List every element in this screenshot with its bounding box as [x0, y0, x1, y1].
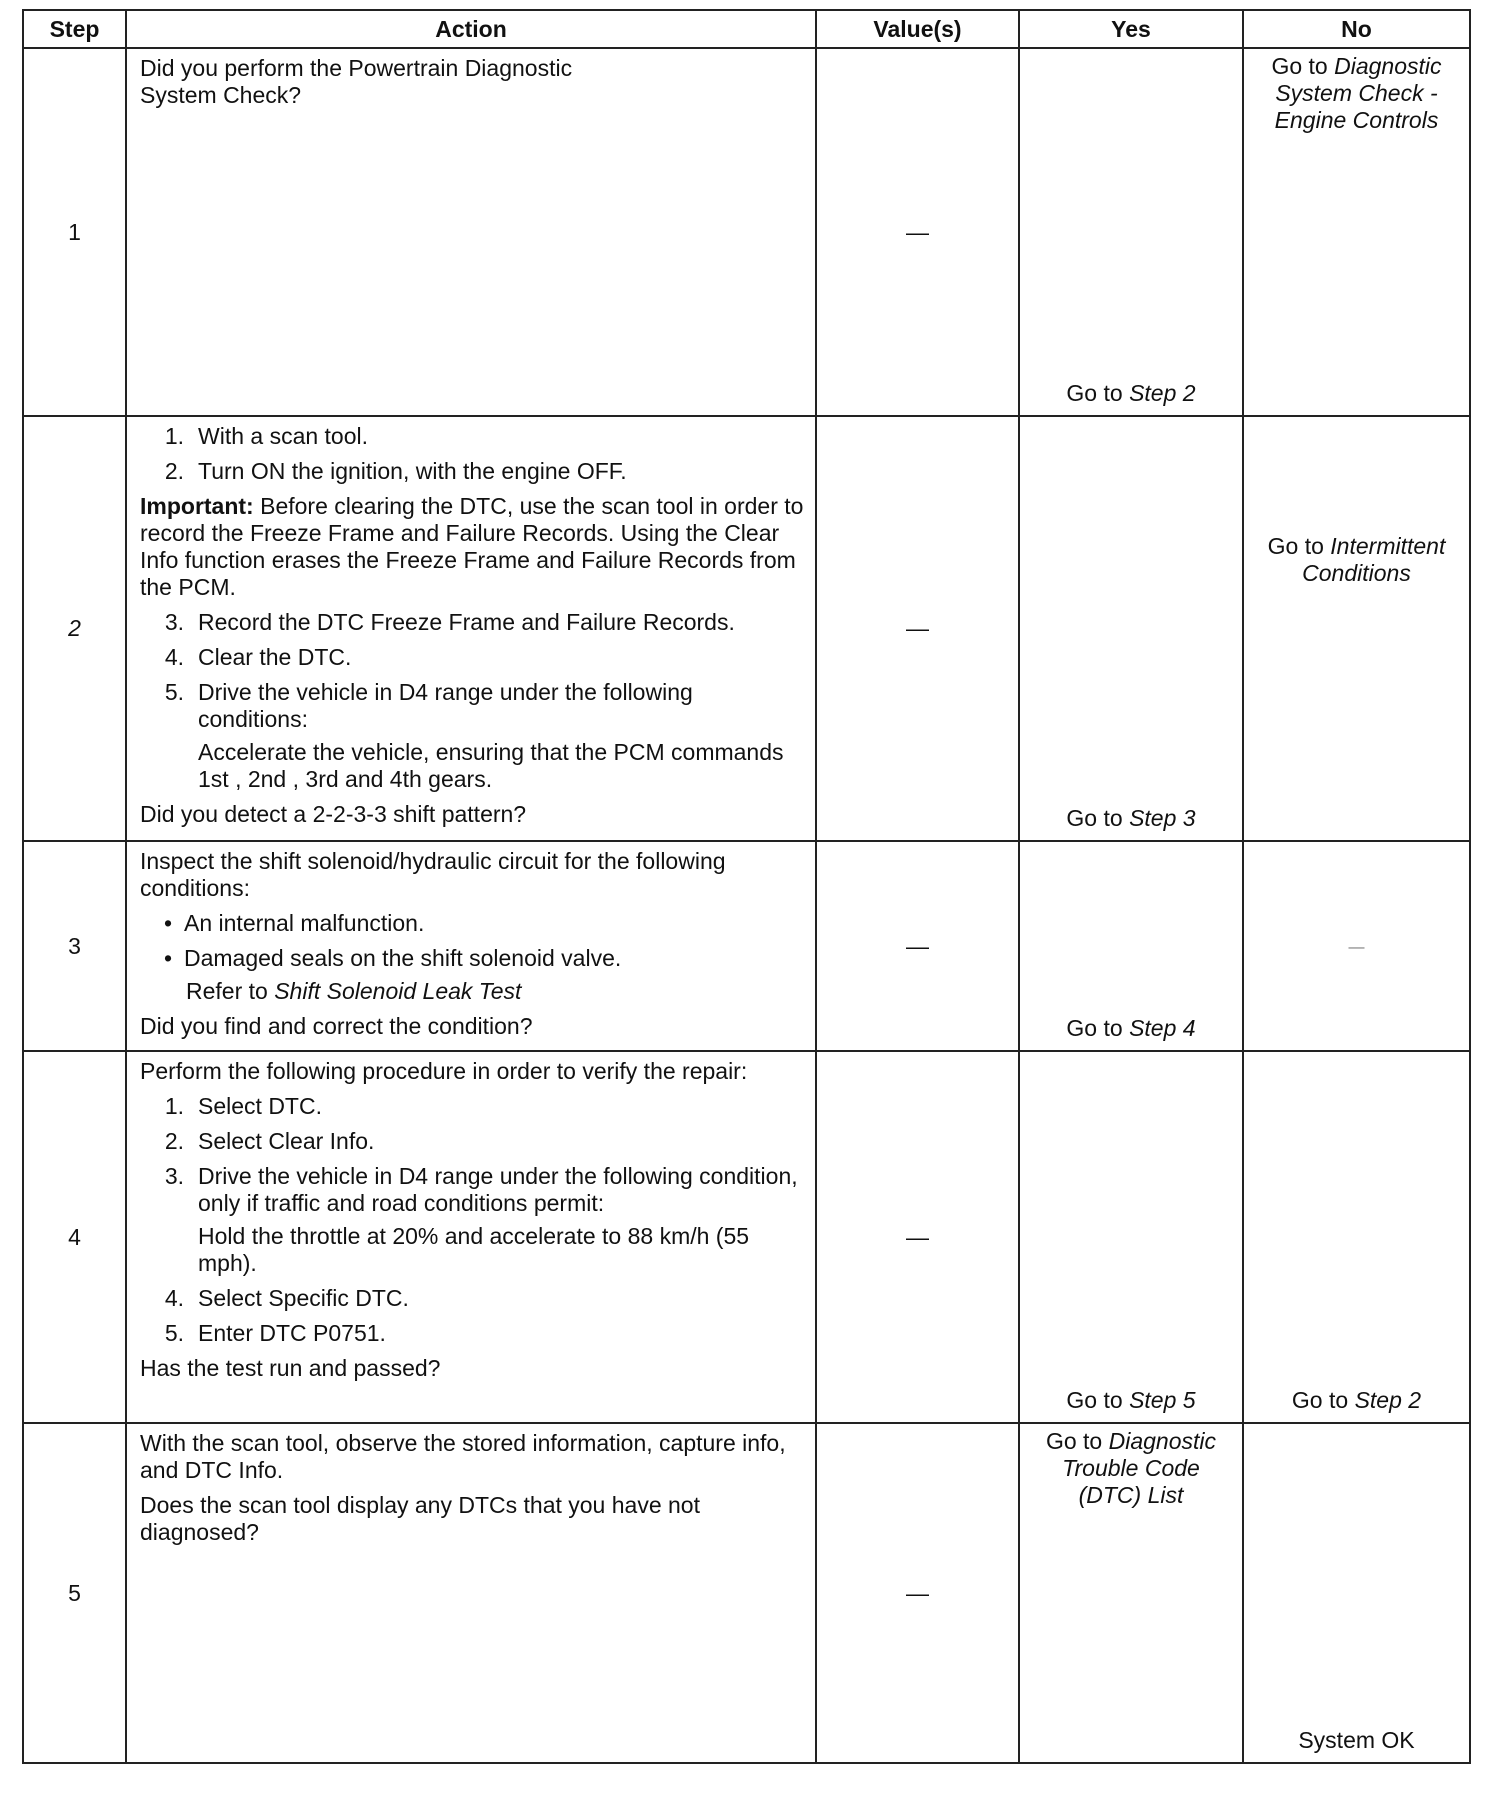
action-question: Has the test run and passed? — [140, 1355, 441, 1381]
action-question: Does the scan tool display any DTCs that you have not diagnosed? — [140, 1492, 700, 1545]
action-cell — [126, 841, 816, 1051]
list-item: 1. Select DTC. — [164, 1093, 322, 1119]
list-item: • An internal malfunction. — [163, 910, 425, 936]
action-cell — [126, 416, 816, 841]
list-item-detail: Hold the throttle at 20% and accelerate to 88 km/h (55 mph). — [198, 1223, 750, 1276]
header-step: Step — [23, 10, 126, 48]
yes-cell — [1019, 416, 1243, 841]
no-cell — [1243, 1423, 1470, 1763]
no-value-dash: — — [1348, 939, 1365, 956]
value-cell — [816, 1423, 1019, 1763]
yes-link[interactable]: Go to Step 3 — [1066, 805, 1196, 831]
yes-link[interactable]: Go to Step 2 — [1066, 380, 1196, 406]
important-note: Important: Before clearing the DTC, use the scan tool in order to record the Freeze Frame and Failure Records. Using the Clear Info function erases the Freeze Frame and Failure Records from the PCM. — [140, 493, 804, 600]
yes-cell — [1019, 1423, 1243, 1763]
table-row-step-4 — [23, 1051, 1470, 1423]
value-cell — [816, 416, 1019, 841]
value-cell — [816, 841, 1019, 1051]
action-question: Did you perform the Powertrain Diagnostic System Check? — [140, 55, 573, 108]
header-values: Value(s) — [816, 10, 1019, 48]
header-row — [23, 10, 1470, 48]
yes-link[interactable]: Go to Step 4 — [1066, 1015, 1196, 1041]
list-item: 1. With a scan tool. — [164, 423, 369, 449]
table-row-step-3 — [23, 841, 1470, 1051]
value-dash: — — [906, 218, 929, 245]
action-cell — [126, 48, 816, 416]
table-row-step-1 — [23, 48, 1470, 416]
no-link[interactable]: Go to Diagnostic System Check - Engine Controls — [1271, 53, 1442, 133]
header-yes: Yes — [1019, 10, 1243, 48]
list-item: 2. Turn ON the ignition, with the engine OFF. — [164, 458, 627, 484]
list-item: • Damaged seals on the shift solenoid valve. — [163, 945, 622, 971]
table-row-step-5 — [23, 1423, 1470, 1763]
value-dash: — — [906, 615, 929, 641]
value-cell — [816, 1051, 1019, 1423]
list-item-detail: Accelerate the vehicle, ensuring that the PCM commands 1st , 2nd , 3rd and 4th gears. — [198, 739, 784, 792]
step-number: 2 — [23, 416, 126, 841]
yes-cell — [1019, 1051, 1243, 1423]
value-cell — [816, 48, 1019, 416]
yes-cell — [1019, 841, 1243, 1051]
list-item: 3. Drive the vehicle in D4 range under the following condition, only if traffic and road conditions permit: — [164, 1163, 798, 1216]
table-row-step-2 — [23, 416, 1470, 841]
list-item: 5. Drive the vehicle in D4 range under the following conditions: — [164, 679, 693, 732]
action-intro: Perform the following procedure in order to verify the repair: — [140, 1058, 748, 1084]
yes-link[interactable]: Go to Step 5 — [1066, 1387, 1196, 1413]
no-cell — [1243, 48, 1470, 416]
action-cell — [126, 1423, 816, 1763]
value-dash: — — [906, 932, 929, 959]
header-no: No — [1243, 10, 1470, 48]
reference-note: Refer to Shift Solenoid Leak Test — [186, 978, 522, 1004]
no-cell — [1243, 416, 1470, 841]
no-link[interactable]: Go to Intermittent Conditions — [1267, 533, 1446, 586]
action-question: Did you detect a 2-2-3-3 shift pattern? — [140, 801, 527, 827]
action-intro: Inspect the shift solenoid/hydraulic circuit for the following conditions: — [140, 848, 726, 901]
value-dash: — — [906, 1579, 929, 1606]
yes-cell — [1019, 48, 1243, 416]
action-instruction: With the scan tool, observe the stored information, capture info, and DTC Info. — [140, 1430, 786, 1483]
list-item: 5. Enter DTC P0751. — [164, 1320, 386, 1346]
step-number: 1 — [23, 48, 126, 416]
action-question: Did you find and correct the condition? — [140, 1013, 533, 1039]
no-cell — [1243, 841, 1470, 1051]
list-item: 2. Select Clear Info. — [164, 1128, 375, 1154]
list-item: 3. Record the DTC Freeze Frame and Failure Records. — [164, 609, 735, 635]
list-item: 4. Clear the DTC. — [164, 644, 352, 670]
step-number: 4 — [23, 1051, 126, 1423]
diagnostic-table — [22, 9, 1471, 1764]
value-dash: — — [906, 1223, 929, 1250]
no-cell — [1243, 1051, 1470, 1423]
step-number: 3 — [23, 841, 126, 1051]
yes-link[interactable]: Go to Diagnostic Trouble Code (DTC) List — [1045, 1428, 1217, 1508]
action-cell — [126, 1051, 816, 1423]
no-link[interactable]: Go to Step 2 — [1291, 1387, 1422, 1413]
step-number: 5 — [23, 1423, 126, 1763]
reference-link[interactable]: Shift Solenoid Leak Test — [274, 978, 522, 1004]
list-item: 4. Select Specific DTC. — [164, 1285, 409, 1311]
no-result: System OK — [1298, 1727, 1415, 1753]
header-action: Action — [126, 10, 816, 48]
